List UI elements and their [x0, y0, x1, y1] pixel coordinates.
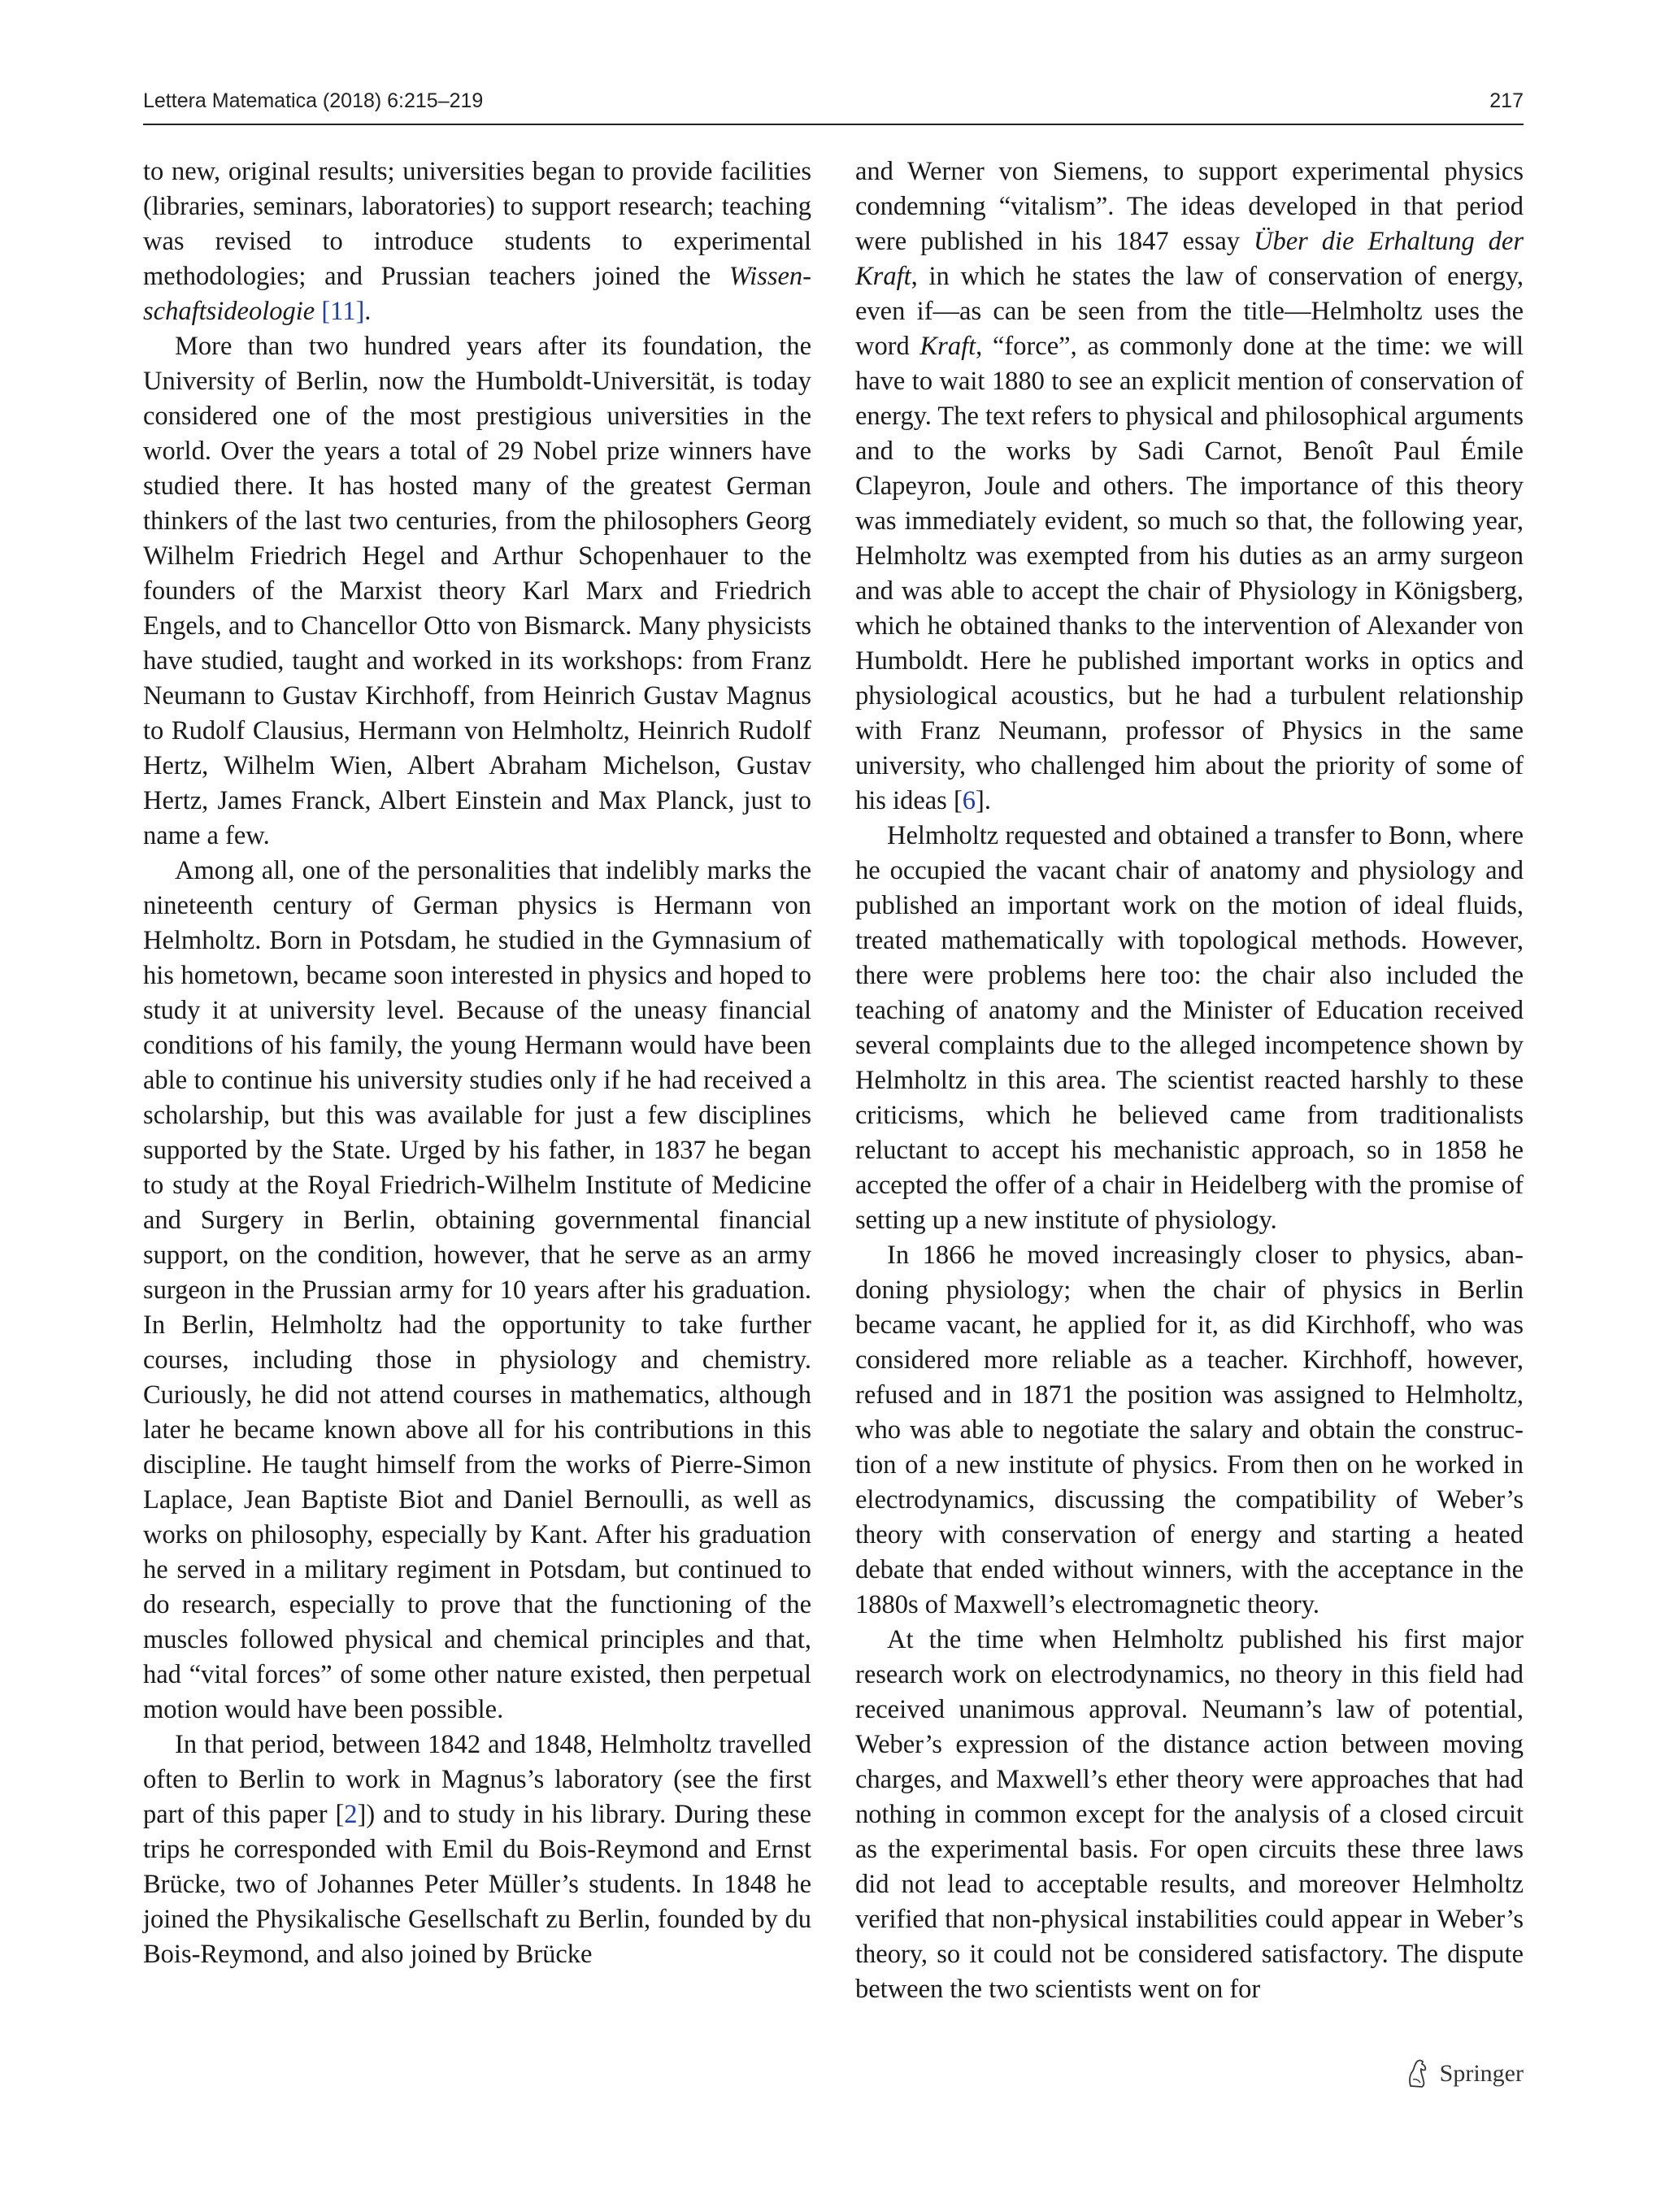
- paragraph: More than two hundred years after its foundation, the University of Berlin, now the Humboldt-Universität, is today considered one of the most prestigious universities in the world. Over the years a total of 29 Nobel prize winners have studied there. It has hosted many of the greatest German thinkers of the last two centuries, from the philosophers Georg Wilhelm Friedrich Hegel and Arthur Schopenhauer to the founders of the Marxist theory Karl Marx and Friedrich Engels, and to Chancellor Otto von Bismarck. Many physicists have studied, taught and worked in its workshops: from Franz Neumann to Gustav Kirchhoff, from Heinrich Gustav Magnus to Rudolf Clausius, Hermann von Helmholtz, Heinrich Rudolf Hertz, Wilhelm Wien, Albert Abraham Michelson, Gustav Hertz, James Franck, Albert Einstein and Max Planck, just to name a few.: [143, 332, 811, 850]
- publisher-footer: [1404, 2057, 1524, 2091]
- journal-citation: Lettera Matematica (2018) 6:215–219: [143, 89, 484, 112]
- italic-title: Über die Erhaltung der Kraft: [855, 227, 1524, 291]
- text-run: .: [364, 297, 372, 326]
- page-number: 217: [1489, 89, 1524, 112]
- left-column: [143, 154, 811, 1972]
- paragraph: Among all, one of the personalities that indelibly marks the nineteenth century of German physics is Hermann von Helmholtz. Born in Potsdam, he studied in the Gymnasium of his hometown, became soon interested in physics and hoped to study it at university level. Because of the uneasy financial conditions of his family, the young Hermann would have been able to continue his university studies only if he had received a scholarship, but this was available for just a few disciplines supported by the State. Urged by his father, in 1837 he began to study at the Royal Friedrich-Wilhelm Institute of Medicine and Surgery in Berlin, obtaining governmental financial support, on the condition, however, that he serve as an army surgeon in the Prussian army for 10 years after his graduation. In Berlin, Helmholtz had the opportunity to take further courses, including those in physiology and chemistry. Curiously, he did not attend courses in mathematics, although later he became known above all for his contributions in this discipline. He taught himself from the works of Pierre-Simon Laplace, Jean Baptiste Biot and Daniel Bernoulli, as well as works on philosophy, especially by Kant. After his graduation he served in a military regiment in Potsdam, but continued to do research, especially to prove that the functioning of the muscles followed physical and chemical principles and that, had “vital forces” of some other nature existed, then perpetual motion would have been possible.: [143, 856, 811, 1724]
- italic-term: Kraft: [919, 332, 976, 361]
- paragraph: At the time when Helmholtz published his first major research work on electrodynamics, no theory in this field had received unanimous approval. Neumann’s law of potential, Weber’s expression of the distance action between moving charges, and Maxwell’s ether theory were approaches that had nothing in common except for the analysis of a closed circuit as the experimental basis. For open circuits these three laws did not lead to acceptable results, and moreover Helmholtz verified that non-physical instabilities could appear in Weber’s theory, so it could not be considered satisfactory. The dispute between the two scientists went on for: [855, 1625, 1524, 2004]
- text-run: , in which he states the law of conservation of energy, even if—as can be seen from the title—Helmholtz uses the word: [855, 262, 1524, 361]
- text-run: ].: [976, 786, 991, 815]
- italic-term: Wissenschaftsideologie: [143, 262, 811, 326]
- running-header: [143, 89, 1524, 122]
- reference-link-11[interactable]: [11]: [321, 297, 365, 326]
- springer-horse-icon: [1404, 2058, 1432, 2089]
- paragraph: In 1866 he moved increasingly closer to physics, abandoning physiology; when the chair of physics in Berlin became vacant, he applied for it, as did Kirchhoff, who was considered more reliable as a teacher. Kirchhoff, however, refused and in 1871 the position was assigned to Helmholtz, who was able to negotiate the salary and obtain the construction of a new institute of physics. From then on he worked in electrodynamics, discussing the compatibility of Weber’s theory with conservation of energy and starting a heated debate that ended without winners, with the acceptance in the 1880s of Maxwell’s electromagnetic theory.: [855, 1241, 1524, 1619]
- publisher-name: Springer: [1439, 2060, 1524, 2087]
- text-run: , “force”, as commonly done at the time: we will have to wait 1880 to see an explicit mention of conservation of energy. The text refers to physical and philosophical arguments and to the works by Sadi Carnot, Benoît Paul Émile Clapeyron, Joule and others. The importance of this theory was immediately evident, so much so that, the following year, Helmholtz was exempted from his duties as an army surgeon and was able to accept the chair of Physiology in Königsberg, which he obtained thanks to the intervention of Alexander von Humboldt. Here he published important works in optics and physiological acoustics, but he had a turbulent relationship with Franz Neumann, professor of Physics in the same university, who challenged him about the priority of some of his ideas [: [855, 332, 1524, 815]
- paragraph: Helmholtz requested and obtained a transfer to Bonn, where he occupied the vacant chair of anatomy and physiology and published an important work on the motion of ideal fluids, treated mathematically with topological methods. However, there were problems here too: the chair also included the teaching of anatomy and the Minister of Education received several complaints due to the alleged incompetence shown by Helmholtz in this area. The scientist reacted harshly to these criticisms, which he believed came from traditionalists reluctant to accept his mechanistic approach, so in 1858 he accepted the offer of a chair in Heidelberg with the promise of setting up a new institute of physiology.: [855, 821, 1524, 1235]
- paragraph: [143, 1727, 811, 1972]
- right-column: [855, 154, 1524, 2007]
- reference-link-2[interactable]: 2: [344, 1800, 358, 1829]
- text-run: and Werner von Siemens, to support experimental physics condemning “vitalism”. The ideas developed in that period were published in his 1847 essay: [855, 157, 1524, 256]
- text-run: to new, original results; universities began to provide facilities (libraries, seminars, laboratories) to support research; teaching was revised to introduce students to experimental methodologies; and Prussian teachers joined the: [143, 157, 811, 291]
- text-run: In that period, between 1842 and 1848, Helmholtz travelled often to Berlin to work in Magnus’s laboratory (see the first part of this paper [: [143, 1730, 811, 1829]
- text-run: ]) and to study in his library. During these trips he corresponded with Emil du Bois-Reymond and Ernst Brücke, two of Johannes Peter Müller’s students. In 1848 he joined the Physikalische Gesellschaft zu Berlin, founded by du Bois-Reymond, and also joined by Brücke: [143, 1800, 811, 1969]
- paragraph: [143, 154, 811, 329]
- header-rule: [143, 124, 1524, 125]
- paragraph: [855, 154, 1524, 819]
- reference-link-6[interactable]: 6: [962, 786, 976, 815]
